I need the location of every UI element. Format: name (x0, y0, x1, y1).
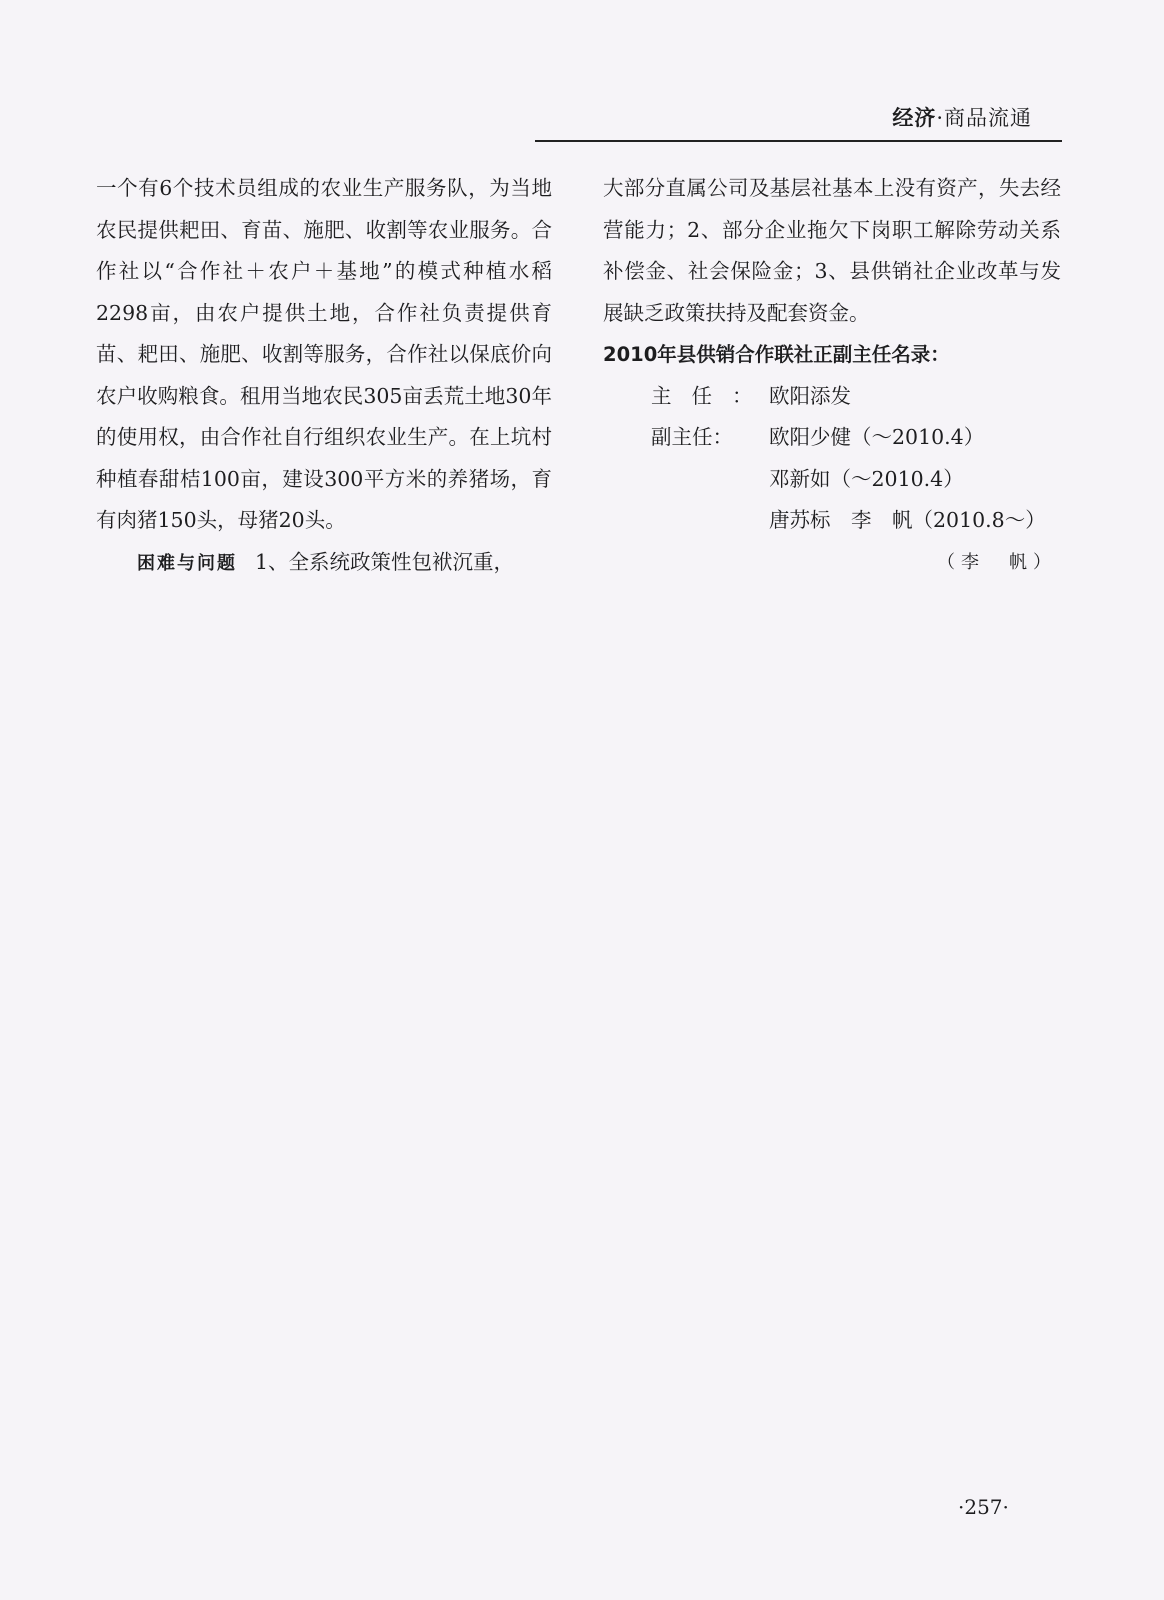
roster-line-deputy (603, 417, 1061, 459)
person-name: 欧阳添发 (769, 383, 851, 408)
roster-heading: 2010年县供销合作联社正副主任名录： (603, 343, 950, 366)
body-paragraph: 一个有6个技术员组成的农业生产服务队，为当地农民提供耙田、育苗、施肥、收割等农业服务。合作社以“合作社＋农户＋基地”的模式种植水稻2298亩，由农户提供土地，合作社负责提供育苗、耙田、施肥、收割等服务，合作社以保底价向农户收购粮食。租用当地农民305亩丢荒土地30年的使用权，由合作社自行组织农业生产。在上坑村种植春甜桔100亩，建设300平方米的养猪场，育有肉猪150头，母猪20头。 (96, 176, 552, 532)
body-paragraph (96, 542, 552, 585)
paragraph-text: 1、全系统政策性包袱沉重， (255, 549, 515, 574)
author-credit: （李 帆） (937, 551, 1057, 573)
section-separator: · (936, 106, 944, 130)
subsection-name: 商品流通 (944, 106, 1032, 130)
page-number: ·257· (958, 1495, 1009, 1519)
role-label: 副主任： (651, 425, 733, 449)
person-name: 邓新如（～2010.4） (769, 466, 964, 491)
body-paragraph: 大部分直属公司及基层社基本上没有资产，失去经营能力；2、部分企业拖欠下岗职工解除劳动关系补偿金、社会保险金；3、县供销社企业改革与发展缺乏政策扶持及配套资金。 (603, 176, 1061, 325)
section-name: 经济 (892, 106, 937, 130)
paragraph-keyword: 困难与问题 (137, 552, 237, 574)
roster-line-deputy (603, 500, 1061, 542)
person-name: 欧阳少健（～2010.4） (769, 425, 985, 449)
roster-line-deputy (603, 459, 1061, 501)
running-header (535, 92, 1062, 142)
right-column (603, 168, 1061, 583)
roster-line-director (603, 376, 1061, 418)
section-title (892, 102, 1032, 132)
person-name: 唐苏标 李 帆（2010.8～） (769, 508, 1046, 532)
left-column (96, 168, 552, 584)
role-label: 主任： (651, 383, 753, 408)
